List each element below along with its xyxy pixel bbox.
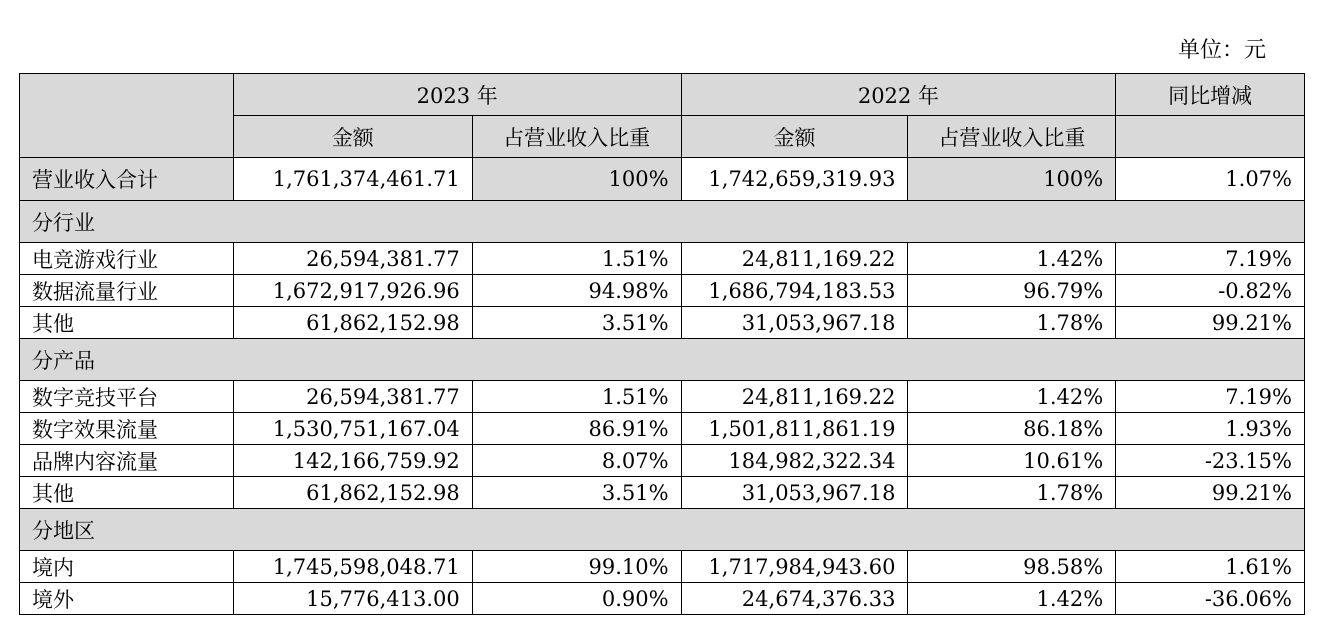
row-label: 数字竞技平台 — [20, 381, 234, 413]
row-yoy: -0.82% — [1116, 275, 1305, 307]
row-amount-2022: 184,982,322.34 — [681, 445, 908, 477]
row-share-2023: 1.51% — [472, 243, 681, 275]
table-row — [20, 551, 1305, 583]
row-share-2022: 96.79% — [908, 275, 1116, 307]
header-amount-2023: 金额 — [233, 116, 472, 158]
unit-label: 单位：元 — [1177, 38, 1266, 63]
row-amount-2022: 31,053,967.18 — [681, 477, 908, 509]
row-share-2022: 98.58% — [908, 551, 1116, 583]
table-row — [20, 413, 1305, 445]
row-share-2023: 94.98% — [472, 275, 681, 307]
row-share-2022: 1.42% — [908, 583, 1116, 615]
section-header-row — [20, 201, 1305, 243]
row-amount-2022: 1,501,811,861.19 — [681, 413, 908, 445]
row-share-2023: 86.91% — [472, 413, 681, 445]
row-share-2023: 8.07% — [472, 445, 681, 477]
total-amount-2023: 1,761,374,461.71 — [233, 158, 472, 201]
header-corner-cell — [20, 74, 234, 158]
row-amount-2023: 142,166,759.92 — [233, 445, 472, 477]
revenue-table — [19, 73, 1305, 615]
table-row — [20, 275, 1305, 307]
row-amount-2022: 1,717,984,943.60 — [681, 551, 908, 583]
row-share-2023: 1.51% — [472, 381, 681, 413]
row-yoy: 99.21% — [1116, 307, 1305, 339]
row-share-2023: 0.90% — [472, 583, 681, 615]
row-share-2023: 3.51% — [472, 307, 681, 339]
header-year-2022: 2022 年 — [681, 74, 1116, 116]
row-amount-2022: 24,674,376.33 — [681, 583, 908, 615]
table-row — [20, 477, 1305, 509]
row-amount-2023: 61,862,152.98 — [233, 477, 472, 509]
total-yoy: 1.07% — [1116, 158, 1305, 201]
total-label: 营业收入合计 — [20, 158, 234, 201]
table-row — [20, 243, 1305, 275]
row-share-2022: 1.42% — [908, 381, 1116, 413]
row-yoy: -36.06% — [1116, 583, 1305, 615]
row-label: 电竞游戏行业 — [20, 243, 234, 275]
section-title: 分行业 — [20, 201, 1305, 243]
row-amount-2023: 1,672,917,926.96 — [233, 275, 472, 307]
row-label: 境外 — [20, 583, 234, 615]
table-row — [20, 583, 1305, 615]
row-yoy: 1.93% — [1116, 413, 1305, 445]
total-share-2022: 100% — [908, 158, 1116, 201]
total-amount-2022: 1,742,659,319.93 — [681, 158, 908, 201]
header-share-2022: 占营业收入比重 — [908, 116, 1116, 158]
row-label: 数据流量行业 — [20, 275, 234, 307]
row-amount-2022: 1,686,794,183.53 — [681, 275, 908, 307]
row-yoy: 1.61% — [1116, 551, 1305, 583]
row-amount-2023: 1,530,751,167.04 — [233, 413, 472, 445]
row-share-2023: 3.51% — [472, 477, 681, 509]
row-yoy: -23.15% — [1116, 445, 1305, 477]
row-amount-2022: 24,811,169.22 — [681, 243, 908, 275]
row-amount-2022: 24,811,169.22 — [681, 381, 908, 413]
row-amount-2023: 15,776,413.00 — [233, 583, 472, 615]
table-row — [20, 307, 1305, 339]
header-yoy-blank — [1116, 116, 1305, 158]
total-share-2023: 100% — [472, 158, 681, 201]
row-amount-2023: 61,862,152.98 — [233, 307, 472, 339]
row-share-2022: 10.61% — [908, 445, 1116, 477]
table-row — [20, 445, 1305, 477]
row-amount-2023: 1,745,598,048.71 — [233, 551, 472, 583]
header-yoy: 同比增减 — [1116, 74, 1305, 116]
total-row — [20, 158, 1305, 201]
header-amount-2022: 金额 — [681, 116, 908, 158]
header-row-years — [20, 74, 1305, 116]
row-yoy: 7.19% — [1116, 381, 1305, 413]
row-yoy: 99.21% — [1116, 477, 1305, 509]
row-label: 数字效果流量 — [20, 413, 234, 445]
row-amount-2022: 31,053,967.18 — [681, 307, 908, 339]
row-share-2022: 1.78% — [908, 477, 1116, 509]
row-share-2022: 1.78% — [908, 307, 1116, 339]
section-header-row — [20, 509, 1305, 551]
row-label: 其他 — [20, 477, 234, 509]
row-yoy: 7.19% — [1116, 243, 1305, 275]
table-row — [20, 381, 1305, 413]
row-label: 其他 — [20, 307, 234, 339]
row-share-2022: 86.18% — [908, 413, 1116, 445]
row-label: 境内 — [20, 551, 234, 583]
row-amount-2023: 26,594,381.77 — [233, 381, 472, 413]
section-header-row — [20, 339, 1305, 381]
section-title: 分产品 — [20, 339, 1305, 381]
row-label: 品牌内容流量 — [20, 445, 234, 477]
header-share-2023: 占营业收入比重 — [472, 116, 681, 158]
row-amount-2023: 26,594,381.77 — [233, 243, 472, 275]
row-share-2022: 1.42% — [908, 243, 1116, 275]
row-share-2023: 99.10% — [472, 551, 681, 583]
section-title: 分地区 — [20, 509, 1305, 551]
header-year-2023: 2023 年 — [233, 74, 681, 116]
